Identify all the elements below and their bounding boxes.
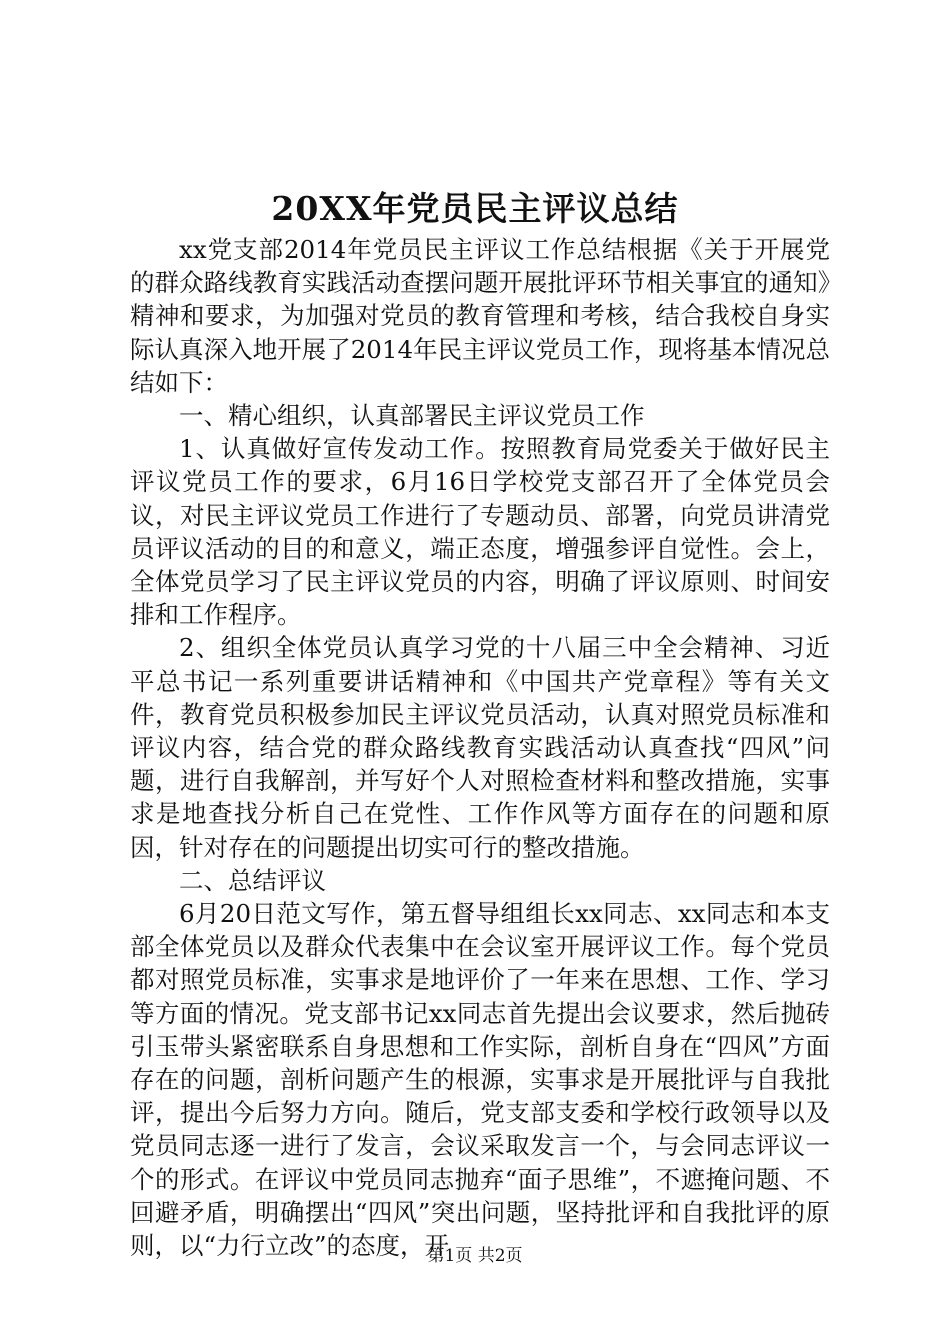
section-heading-1: 一、精心组织，认真部署民主评议党员工作 xyxy=(179,401,645,431)
document-body xyxy=(130,233,830,1262)
paragraph-item-2: 2、组织全体党员认真学习党的十八届三中全会精神、习近平总书记一系列重要讲话精神和《中国共产党章程》等有关文件，教育党员积极参加民主评议党员活动，认真对照党员标准和评议内容，结合党的群众路线教育实践活动认真查找“四风”问题，进行自我解剖，并写好个人对照检查材料和整改措施，实事求是地查找分析自己在党性、工作作风等方面存在的问题和原因，针对存在的问题提出切实可行的整改措施。 xyxy=(130,633,830,862)
paragraph-item-1: 1、认真做好宣传发动工作。按照教育局党委关于做好民主评议党员工作的要求，6月16日学校党支部召开了全体党员会议，对民主评议党员工作进行了专题动员、部署，向党员讲清党员评议活动的目的和意义，端正态度，增强参评自觉性。会上，全体党员学习了民主评议党员的内容，明确了评议原则、时间安排和工作程序。 xyxy=(130,434,830,630)
paragraph-summary: 6月20日范文写作，第五督导组组长xx同志、xx同志和本支部全体党员以及群众代表集中在会议室开展评议工作。每个党员都对照党员标准，实事求是地评价了一年来在思想、工作、学习等方面的情况。党支部书记xx同志首先提出会议要求，然后抛砖引玉带头紧密联系自身思想和工作实际，剖析自身在“四风”方面存在的问题，剖析问题产生的根源，实事求是开展批评与自我批评，提出今后努力方向。随后，党支部支委和学校行政领导以及党员同志逐一进行了发言，会议采取发言一个，与会同志评议一个的形式。在评议中党员同志抛弃“面子思维”，不遮掩问题、不回避矛盾，明确摆出“四风”突出问题，坚持批评和自我批评的原则，以“力行立改”的态度，开 xyxy=(130,899,830,1261)
document-title: 20XX年党员民主评议总结 xyxy=(271,189,679,228)
paragraph-intro: xx党支部2014年党员民主评议工作总结根据《关于开展党的群众路线教育实践活动查摆问题开展批评环节相关事宜的通知》精神和要求，为加强对党员的教育管理和考核，结合我校自身实际认真深入地开展了2014年民主评议党员工作，现将基本情况总结如下： xyxy=(130,235,830,397)
section-heading-2: 二、总结评议 xyxy=(179,865,326,895)
page-number-footer: 第1页 共2页 xyxy=(427,1246,523,1266)
